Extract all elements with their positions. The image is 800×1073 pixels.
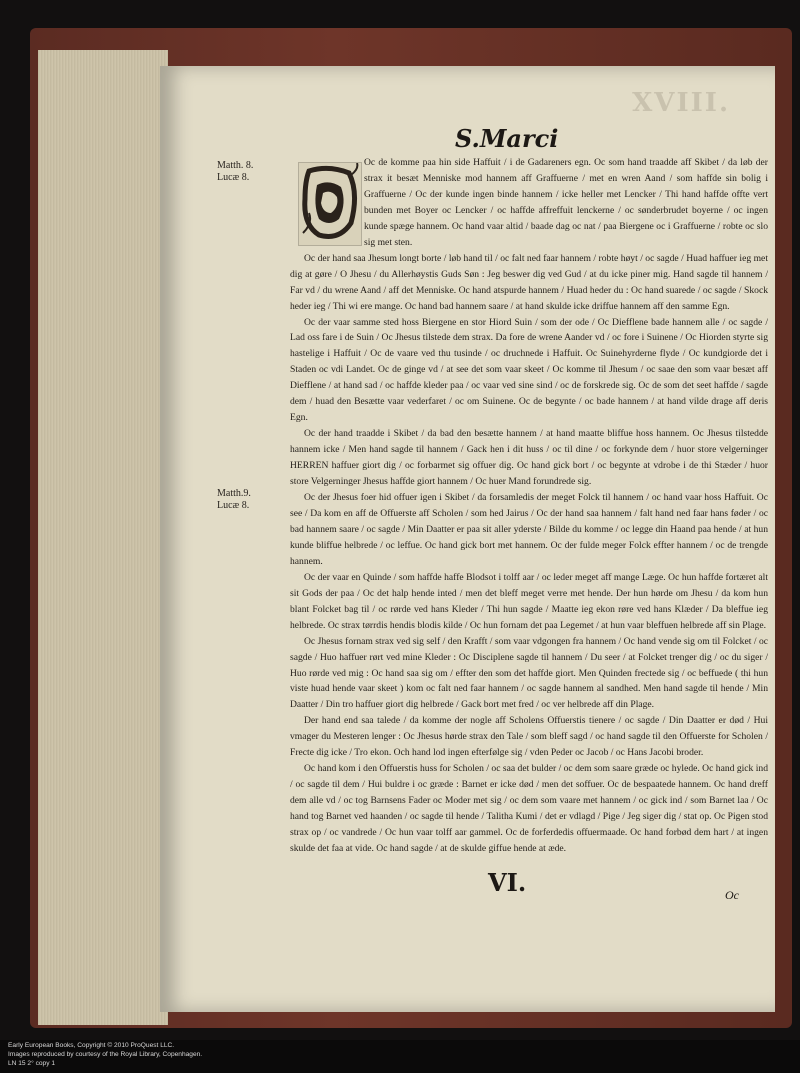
marginal-note <box>217 488 251 512</box>
paragraph: Oc der Jhesus foer hid offuer igen i Skibet / da forsamledis der meget Folck til hannem / oc hand vaar hoss Haffuit. Oc see / Da kom en aff de Offuerste aff Scholen / som hed Jairus / Oc der hand saa hannem / falt hand ned faar hans føder / oc bad hannem saare / oc sagde / Min Daatter er paa sit aller yderste / Bilde du komme / oc legge din Haand paa hende / at hun kunde bliffue helbrede / oc leffue. Oc hand gick bort met hannem. Oc der fulde meger Folck effter hannem / oc de trengde hannem. <box>290 492 768 567</box>
footer-line: Early European Books, Copyright © 2010 ProQuest LLC. <box>8 1042 175 1049</box>
paragraph: Oc der hand saa Jhesum longt borte / løb hand til / oc falt ned faar hannem / robte høyt / oc sagde / Huad haffuer ieg met dig at gøre / O Jhesu / du Allerhøystis Guds Søn : Jeg beswer dig ved Gud / at du icke piner mig. Hand sagde til hannem / Far vd / du wrene Aand / aff det Menniske. Oc hand atspurde hannem / Huad heder du : Oc hand suarede / oc sagde / Skock heder ieg / Thi wi ere mange. Oc hand bad hannem saare / at hand skulde icke driffue hannem aff den samme Egn. <box>290 252 768 312</box>
paragraph: Oc de komme paa hin side Haffuit / i de Gadareners egn. Oc som hand traadde aff Skibet / da løb der strax it besæt Menniske mod hannem aff Graffuerne / met en wren Aand / som haffde sin bolig i Graffuerne / Oc der kunde ingen binde hannem / icke heller met Lencker / Thi hand haffde offte vert bunden met Boyer oc Lencker / oc haffde affreffuit lenckerne / oc sønderbrudet boyerne / oc ingen kunde spæge hannem. Oc hand vaar altid / baade dag oc nat / paa Biergene oc i Graffuerne / robte oc slo sig met sten. <box>364 157 768 248</box>
marginal-note-line: Matth. 8. <box>217 160 254 171</box>
paragraph: Der hand end saa talede / da komme der nogle aff Scholens Offuerstis tienere / oc sagde / Din Daatter er død / Hui vmager du Mesteren lenger : Oc Jhesus hørde strax den Tale / som bleff sagd / oc hand sagde til den Offuerste for Scholen / Frecte dig icke / Tro ekon. Och hand lod ingen efterfølge sig / vden Peder oc Jacob / oc Hans Jacobi broder. <box>290 715 768 759</box>
footer-line: Images reproduced by courtesy of the Royal Library, Copenhagen. <box>8 1051 203 1058</box>
header-show-through: XVIII. <box>632 88 730 118</box>
marginal-note-line: Lucæ 8. <box>217 500 250 511</box>
paragraph: Oc der hand traadde i Skibet / da bad den besætte hannem / at hand maatte bliffue hoss hannem. Oc Jhesus tilstedde hannem icke / Men hand sagde til hannem / Gack hen i dit huss / oc til dine / oc forkynde dem / huor store velgerninger HERREN haffuer giort dig / oc forbarmet sig offuer dig. Oc hand gick bort / oc begynte at vdrobe i de thi Stæder / huor store Velgerninger Jhesus haffde giort hannem / Oc huer Mand forundrede sig. <box>290 428 768 488</box>
page-edges <box>38 50 168 1025</box>
paragraph: Oc hand kom i den Offuerstis huss for Scholen / oc saa det bulder / oc dem som saare græde oc hylede. Oc hand gick ind / oc sagde til dem / Hui buldre i oc græde : Barnet er icke død / men det soffuer. Oc de bespaatede hannem. Oc hand dreff dem alle vd / oc tog Barnsens Fader oc Moder met sig / oc dem som vaare met hannem / oc gick ind / som Barnet laa / Oc hand tog Barnet ved haanden / oc sagde til hende / Talitha Kumi / det er vdlagd / Pige / Jeg siger dig / stat op. Oc Pigen stod strax op / oc vandrede / Oc hun vaar tolff aar gammel. Oc de forferdedis offuermaade. Oc hand forbød dem hart / at ingen skulde det faa at vide. Oc hand sagde / at de skulde giffue hende at æde. <box>290 763 768 854</box>
marginal-note-line: Lucæ 8. <box>217 172 250 183</box>
marginal-note <box>217 160 253 184</box>
catchword: Oc <box>725 888 739 902</box>
paragraph: Oc der vaar samme sted hoss Biergene en stor Hiord Suin / som der ode / Oc Diefflene bade hannem alle / oc sagde / Lad oss fare i de Suin / Oc Jhesus tilstede dem strax. Da fore de wrene Aander vd / oc fore i Suinene / Oc Hiorden styrte sig hastelige i Haffuit / Oc de vaare ved thu tusinde / oc druchnede i Haffuit. Oc Suinehyrderne flyde / Oc kundgiorde det i Staden oc vdi Landet. Oc de ginge vd / at see det som vaar skeet / Oc komme til Jhesum / oc saae den som vaar besæt aff Diefflene / at hand sad / oc haffde kleder paa / oc vaar ved sine sind / oc de forskrede sig. Oc de som det seet haffde / sagde dem / huad den Besætte vaar vederfaret / oc om Suinene. Oc de begynte / oc bade hannem / at hand vilde drage aff deris Egn. <box>290 316 768 424</box>
paragraph: Oc Jhesus fornam strax ved sig self / den Krafft / som vaar vdgongen fra hannem / Oc hand vende sig om til Folcket / oc sagde / Huo haffuer rørt ved mine Kleder : Oc Disciplene sagde til hannem / Du seer / at Folcket trenger dig / oc du siger / Huo rørde ved mig : Oc hand saa sig om / effter den som det haffde giort. Men Quinden frectede sig / oc beffuede ( thi hun viste huad hende vaar skeet ) kom oc falt ned faar hannem / oc sagde hannem al sandhed. Men hand sagde til hende / Min Daatter / Din tro haffuer giort dig helbrede / Gack bort met fred / oc ver helbrede aff din Plage. <box>290 635 768 711</box>
running-head: S.Marci <box>455 124 559 153</box>
chapter-number: VI. <box>488 868 527 897</box>
body-text <box>290 155 768 857</box>
paragraph: Oc der vaar en Quinde / som haffde haffe Blodsot i tolff aar / oc leder meget aff mange Læge. Oc hun haffde fortæret alt sit Gods der paa / Oc det halp hende inted / men det bleff meget verre met hende. Der hun hørde om Jhesu / da kom hun blant Folcket bag til / oc rørde ved hans Kleder / Thi hun sagde / Maatte ieg ekon røre ved hans Klæder / Da bleffue ieg helbrede. Oc strax tørrdis hendis blodis kilde / Oc hun fornam det paa Legemet / at hun vaar bleffuen helbrede aff sin Plage. <box>290 571 768 631</box>
footer-line: LN 15 2° copy 1 <box>8 1060 55 1067</box>
copyright-footer <box>8 1041 788 1068</box>
marginal-note-line: Matth.9. <box>217 488 251 499</box>
